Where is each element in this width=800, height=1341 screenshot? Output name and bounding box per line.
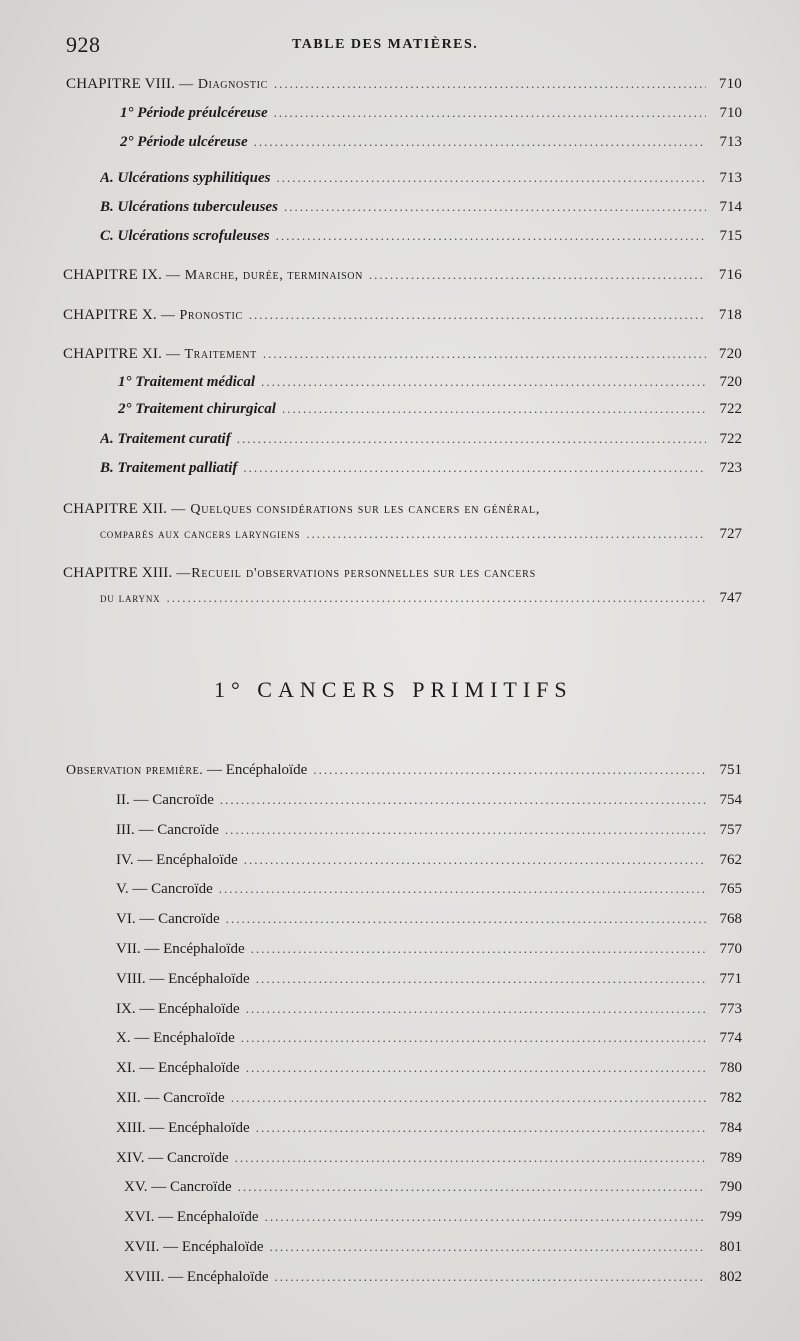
leader-dots: [251, 941, 706, 957]
page-ref: 789: [719, 1150, 742, 1166]
toc-entry-chapter-13-line1: [63, 565, 536, 582]
leader-dots: [270, 1239, 706, 1255]
observation-title: — Encéphaloïde: [149, 1120, 250, 1136]
observation-number: IX.: [116, 1001, 136, 1017]
toc-entry-chapter-12-line1: [63, 501, 540, 518]
observation-title: — Encéphaloïde: [139, 1060, 240, 1076]
leader-dots: [275, 1269, 706, 1285]
sub-title: B. Traitement palliatif: [100, 460, 238, 476]
chapter-title: — Traitement: [166, 347, 257, 362]
observation-entry: [116, 1001, 742, 1023]
observation-entry: [124, 1209, 742, 1231]
chapter-title: — Marche, durée, terminaison: [166, 268, 363, 283]
observation-number: X.: [116, 1030, 131, 1046]
toc-entry-sub: [100, 460, 742, 482]
observation-title: — Cancroïde: [139, 911, 220, 927]
observation-number: XIII.: [116, 1120, 146, 1136]
page-ref: 710: [719, 105, 742, 121]
chapter-title-continued: du larynx: [100, 590, 161, 605]
observation-entry: [124, 1179, 742, 1201]
leader-dots: [246, 1001, 706, 1017]
page-ref: 722: [719, 431, 742, 447]
page-ref: 757: [719, 822, 742, 838]
page-ref: 802: [719, 1269, 742, 1285]
leader-dots: [220, 792, 706, 808]
page-ref: 784: [719, 1120, 742, 1136]
observation-number: XVII.: [124, 1239, 160, 1255]
chapter-number: CHAPITRE X.: [63, 307, 157, 323]
chapter-title: — Quelques considérations sur les cancers en général,: [171, 502, 541, 517]
page-number: 928: [66, 32, 101, 57]
observation-entry: [124, 1269, 742, 1291]
page-ref: 713: [719, 134, 742, 150]
toc-entry-sub: [118, 374, 742, 396]
observation-title: — Encéphaloïde: [137, 852, 238, 868]
observation-number: XVI.: [124, 1209, 155, 1225]
page-ref: 716: [718, 267, 742, 283]
observation-title: — Cancroïde: [151, 1179, 232, 1195]
observation-title: — Encéphaloïde: [144, 941, 245, 957]
sub-title: 2° Période ulcéreuse: [120, 134, 248, 150]
page-ref: 718: [718, 307, 742, 323]
page-ref: 773: [719, 1001, 742, 1017]
page-ref: 774: [719, 1030, 742, 1046]
observation-entry: [116, 1090, 742, 1112]
leader-dots: [238, 1179, 706, 1195]
page-ref: 780: [719, 1060, 742, 1076]
observation-title: — Encéphaloïde: [149, 971, 250, 987]
toc-entry-sub: [120, 134, 742, 156]
observation-entry: [66, 762, 742, 784]
observation-title: — Cancroïde: [132, 881, 213, 897]
observation-title: — Encéphaloïde: [158, 1209, 259, 1225]
observation-entry: [116, 1060, 742, 1082]
observation-number: V.: [116, 881, 129, 897]
leader-dots: [306, 526, 706, 542]
observation-entry: [116, 1150, 742, 1172]
chapter-number: CHAPITRE IX.: [63, 267, 163, 283]
observation-number: VIII.: [116, 971, 146, 987]
observation-entry: [116, 911, 742, 933]
observation-entry: [116, 852, 742, 874]
observation-number: III.: [116, 822, 135, 838]
toc-entry-sub: [100, 199, 742, 221]
observation-number: IV.: [116, 852, 134, 868]
observation-entry: [116, 971, 742, 993]
page-ref: 782: [719, 1090, 742, 1106]
observation-title: — Cancroïde: [133, 792, 214, 808]
observation-entry: [116, 1030, 742, 1052]
page-ref: 722: [719, 401, 742, 417]
page-ref: 790: [719, 1179, 742, 1195]
observation-entry: [116, 1120, 742, 1142]
leader-dots: [249, 307, 706, 323]
chapter-number: CHAPITRE XII.: [63, 501, 168, 517]
page-ref: 771: [719, 971, 742, 987]
leader-dots: [313, 762, 706, 778]
running-header: [66, 30, 746, 60]
leader-dots: [241, 1030, 706, 1046]
running-title: TABLE DES MATIÈRES.: [292, 37, 479, 52]
leader-dots: [261, 374, 706, 390]
leader-dots: [244, 852, 706, 868]
observation-number: XII.: [116, 1090, 141, 1106]
leader-dots: [225, 822, 706, 838]
toc-entry-chapter-9: [63, 267, 742, 289]
toc-entry-sub: [118, 401, 742, 423]
chapter-title: — Diagnostic: [179, 77, 268, 92]
page-ref: 747: [719, 590, 742, 606]
chapter-number: CHAPITRE XI.: [63, 346, 163, 362]
observation-entry: [116, 822, 742, 844]
leader-dots: [284, 199, 706, 215]
observation-title: — Cancroïde: [138, 822, 219, 838]
leader-dots: [274, 105, 706, 121]
observation-title: — Encéphaloïde: [134, 1030, 235, 1046]
leader-dots: [231, 1090, 706, 1106]
observation-title: — Cancroïde: [148, 1150, 229, 1166]
page-ref: 720: [718, 346, 742, 362]
leader-dots: [274, 76, 706, 92]
observation-number: XVIII.: [124, 1269, 165, 1285]
observation-entry: [124, 1239, 742, 1261]
observation-number: VI.: [116, 911, 136, 927]
sub-title: 1° Période préulcéreuse: [120, 105, 268, 121]
observation-number: XI.: [116, 1060, 136, 1076]
chapter-title: — Pronostic: [160, 308, 243, 323]
observation-entry: [116, 941, 742, 963]
page-ref: 723: [719, 460, 742, 476]
toc-entry-chapter-8: [66, 76, 742, 98]
leader-dots: [243, 460, 706, 476]
page-ref: 799: [719, 1209, 742, 1225]
chapter-title: —Recueil d'observations personnelles sur les cancers: [176, 566, 536, 581]
observation-entry: [116, 792, 742, 814]
observation-number: VII.: [116, 941, 141, 957]
toc-entry-sub: [100, 170, 742, 192]
leader-dots: [226, 911, 706, 927]
chapter-title-continued: comparés aux cancers laryngiens: [100, 526, 301, 541]
observation-number: XIV.: [116, 1150, 145, 1166]
sub-title: 2° Traitement chirurgical: [118, 401, 276, 417]
chapter-number: CHAPITRE XIII.: [63, 565, 173, 581]
leader-dots: [256, 971, 706, 987]
chapter-number: CHAPITRE VIII.: [66, 76, 176, 92]
sub-title: A. Ulcérations syphilitiques: [100, 170, 271, 186]
leader-dots: [369, 267, 706, 283]
toc-entry-chapter-12-line2: [100, 526, 742, 548]
leader-dots: [276, 170, 706, 186]
sub-title: B. Ulcérations tuberculeuses: [100, 199, 278, 215]
leader-dots: [282, 401, 706, 417]
page-ref: 715: [719, 228, 742, 244]
page-ref: 765: [719, 881, 742, 897]
page-ref: 720: [719, 374, 742, 390]
page-ref: 754: [719, 792, 742, 808]
observation-number: Observation première.: [66, 763, 204, 778]
sub-title: 1° Traitement médical: [118, 374, 256, 390]
toc-entry-chapter-11: [63, 346, 742, 368]
leader-dots: [263, 346, 706, 362]
leader-dots: [166, 590, 706, 606]
observation-title: — Encéphaloïde: [168, 1269, 269, 1285]
page-ref: 713: [719, 170, 742, 186]
leader-dots: [237, 431, 706, 447]
observation-title: — Encéphaloïde: [163, 1239, 264, 1255]
observation-entry: [116, 881, 742, 903]
toc-entry-sub: [100, 228, 742, 250]
observation-title: — Encéphaloïde: [139, 1001, 240, 1017]
leader-dots: [254, 134, 706, 150]
toc-entry-chapter-10: [63, 307, 742, 329]
leader-dots: [276, 228, 706, 244]
page-ref: 762: [719, 852, 742, 868]
toc-entry-sub: [100, 431, 742, 453]
section-heading: 1° CANCERS PRIMITIFS: [214, 677, 573, 702]
toc-entry-chapter-13-line2: [100, 590, 742, 612]
page-ref: 768: [719, 911, 742, 927]
sub-title: A. Traitement curatif: [100, 431, 231, 447]
page-ref: 710: [718, 76, 742, 92]
observation-number: XV.: [124, 1179, 148, 1195]
observation-title: — Cancroïde: [144, 1090, 225, 1106]
observation-number: II.: [116, 792, 130, 808]
leader-dots: [219, 881, 706, 897]
leader-dots: [235, 1150, 706, 1166]
page-ref: 751: [719, 762, 742, 778]
observation-title: — Encéphaloïde: [206, 762, 308, 778]
page-ref: 770: [719, 941, 742, 957]
leader-dots: [265, 1209, 706, 1225]
page-ref: 801: [719, 1239, 742, 1255]
sub-title: C. Ulcérations scrofuleuses: [100, 228, 270, 244]
toc-entry-sub: [120, 105, 742, 127]
leader-dots: [256, 1120, 706, 1136]
page-ref: 727: [719, 526, 742, 542]
leader-dots: [246, 1060, 706, 1076]
page-ref: 714: [719, 199, 742, 215]
